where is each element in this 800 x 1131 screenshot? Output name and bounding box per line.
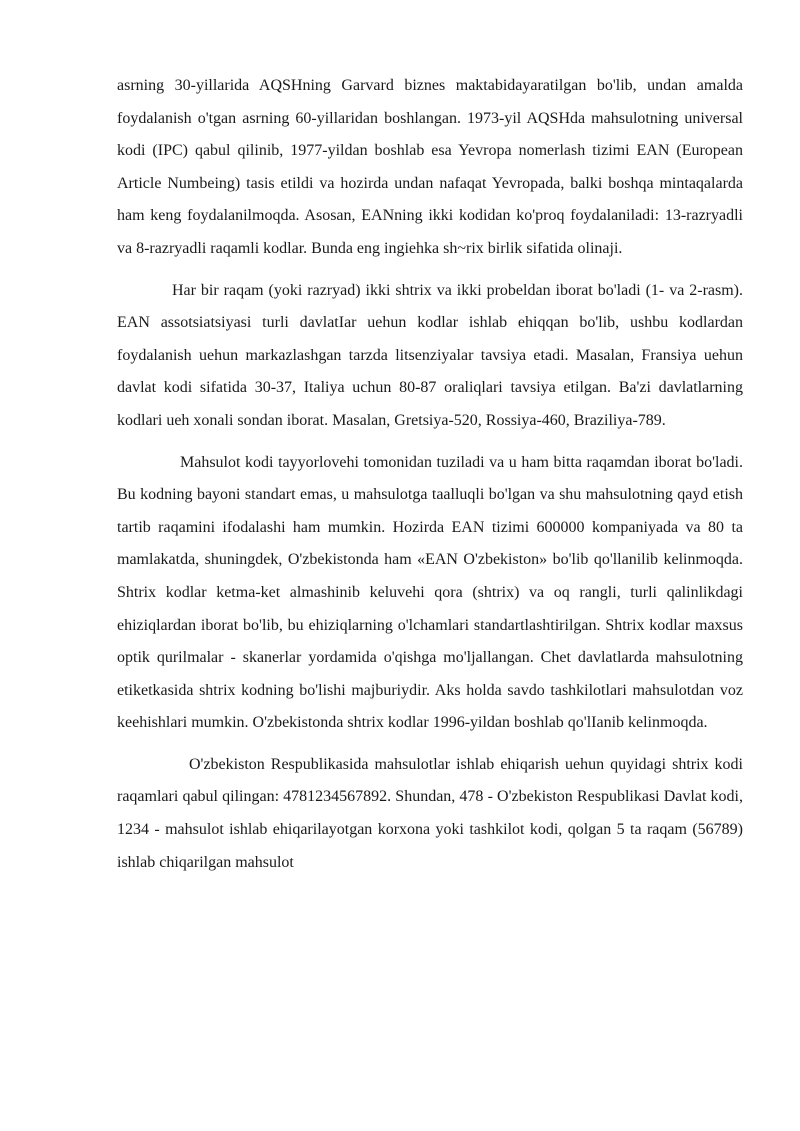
document-page bbox=[117, 70, 743, 879]
paragraph-3: Mahsulot kodi tayyorlovehi tomonidan tuziladi va u ham bitta raqamdan iborat bo'ladi. Bu kodning bayoni standart emas, u mahsulotga taalluqli bo'lgan va shu mahsulotning qayd etish tartib raqamini ifodalashi ham mumkin. Hozirda EAN tizimi 600000 kompaniyada va 80 ta mamlakatda, shuningdek, O'zbekistonda ham «EAN O'zbekiston» bo'lib qo'llanilib kelinmoqda. Shtrix kodlar ketma-ket almashinib keluvehi qora (shtrix) va oq rangli, turli qalinlikdagi ehiziqlardan iborat bo'lib, bu ehiziqlarning o'lchamlari standartlashtirilgan. Shtrix kodlar maxsus optik qurilmalar - skanerlar yordamida o'qishga mo'ljallangan. Chet davlatlarda mahsulotning etiketkasida shtrix kodning bo'lishi majburiydir. Aks holda savdo tashkilotlari mahsulotdan voz keehishlari mumkin. O'zbekistonda shtrix kodlar 1996-yildan boshlab qo'lIanib kelinmoqda. bbox=[117, 453, 743, 732]
paragraph-4: O'zbekiston Respublikasida mahsulotlar ishlab ehiqarish uehun quyidagi shtrix kodi raqamlari qabul qilingan: 4781234567892. Shundan, 478 - O'zbekiston Respublikasi Davlat kodi, 1234 - mahsulot ishlab ehiqarilayotgan korxona yoki tashkilot kodi, qolgan 5 ta raqam (56789) ishlab chiqarilgan mahsulot bbox=[117, 755, 743, 871]
paragraph-1: asrning 30-yillarida AQSHning Garvard biznes maktabidayaratilgan bo'lib, undan amalda foydalanish o'tgan asrning 60-yillaridan boshlangan. 1973-yil AQSHda mahsulotning universal kodi (IPC) qabul qilinib, 1977-yildan boshlab esa Yevropa nomerlash tizimi EAN (European Article Numbeing) tasis etildi va hozirda undan nafaqat Yevropada, balki boshqa mintaqalarda ham keng foydalanilmoqda. Asosan, EANning ikki kodidan ko'proq foydalaniladi: 13-razryadli va 8-razryadli raqamli kodlar. Bunda eng ingiehka sh~rix birlik sifatida olinaji. bbox=[117, 77, 743, 257]
paragraph-2: Har bir raqam (yoki razryad) ikki shtrix va ikki probeldan iborat bo'ladi (1- va 2-rasm). EAN assotsiatsiyasi turli davlatIar uehun kodlar ishlab ehiqqan bo'lib, ushbu kodlardan foydalanish uehun markazlashgan tarzda litsenziyalar tavsiya etadi. Masalan, Fransiya uehun davlat kodi sifatida 30-37, Italiya uchun 80-87 oraliqlari tavsiya etilgan. Ba'zi davlatlarning kodlari ueh xonali sondan iborat. Masalan, Gretsiya-520, Rossiya-460, Braziliya-789. bbox=[117, 281, 743, 429]
